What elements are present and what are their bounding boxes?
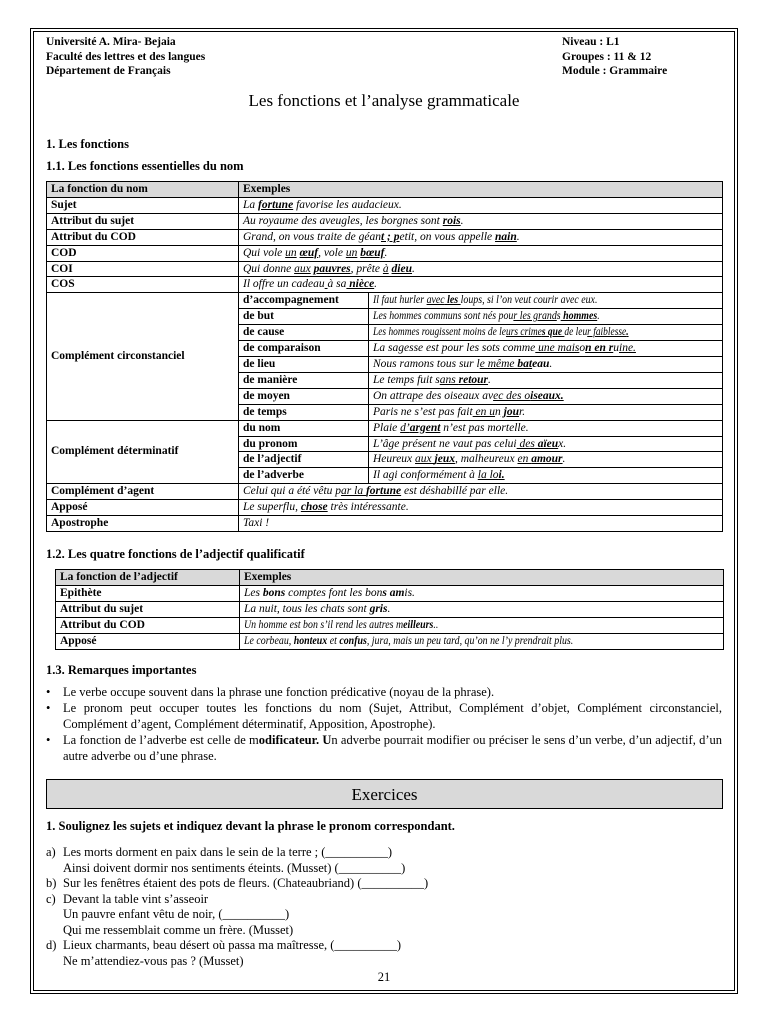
example-cell [369, 404, 723, 420]
col-header-examples: Exemples [240, 570, 724, 586]
table-row [47, 213, 723, 229]
example-cell [369, 325, 723, 341]
header-department: Département de Français [46, 65, 171, 77]
item-label: b) [46, 876, 57, 890]
exercise-line [46, 845, 428, 861]
subtype-cell: de l’adverbe [239, 468, 369, 484]
example-text: Un homme est bon s’il rend les autres meilleurs.. [244, 618, 439, 631]
example-cell [369, 372, 723, 388]
determinatif-label: Complément déterminatif [47, 420, 239, 484]
section-heading-remarks: 1.3. Remarques importantes [46, 663, 197, 677]
header-course-info [562, 35, 667, 79]
example-text: Plaie d’argent n’est pas mortelle. [373, 421, 529, 434]
section-heading-adjective-functions: 1.2. Les quatre fonctions de l’adjectif qualificatif [46, 547, 305, 561]
list-item [46, 732, 722, 764]
example-text: Il faut hurler avec les loups, si l’on veut courir avec eux. [373, 294, 598, 307]
table-row [56, 633, 724, 649]
function-cell: Apposé [47, 500, 239, 516]
function-cell: Apostrophe [47, 516, 239, 532]
table-row [47, 484, 723, 500]
example-text: On attrape des oiseaux avec des oiseaux. [373, 389, 564, 402]
function-cell: Attribut du COD [56, 617, 240, 633]
function-cell: COS [47, 277, 239, 293]
exercises-banner: Exercices [46, 779, 723, 809]
remark-text: La fonction de l’adverbe est celle de modificateur. Un adverbe pourrait modifier ou préciser le sens d’un verbe, d’un adjectif, d’un autre adverbe ou d’une phrase. [63, 733, 723, 763]
item-text: Ne m’attendiez-vous pas ? (Musset) [63, 953, 244, 968]
example-text: Il offre un cadeau à sa nièce. [243, 278, 378, 291]
example-text: Nous ramons tous sur le même bateau. [373, 357, 553, 370]
remarks-list [46, 684, 722, 764]
example-text: Les hommes communs sont nés pour les grands hommes. [373, 310, 600, 323]
page-number: 21 [377, 970, 391, 984]
remark-text: Le pronom peut occuper toutes les fonctions du nom (Sujet, Attribut, Complément d’objet, Complément circonstanciel, Complément d’agent, Complément déterminatif, Apposition, Apostrophe). [63, 701, 722, 731]
function-cell: Sujet [47, 197, 239, 213]
bullet-icon: • [46, 733, 51, 747]
example-text: L’âge présent ne vaut pas celui des aïeux. [373, 437, 567, 450]
exercise1-title: 1. Soulignez les sujets et indiquez devant la phrase le pronom correspondant. [46, 819, 455, 833]
example-cell [239, 261, 723, 277]
page-title: Les fonctions et l’analyse grammaticale [248, 91, 520, 110]
example-cell [369, 341, 723, 357]
function-cell: Attribut du sujet [56, 601, 240, 617]
bullet-icon: • [46, 701, 51, 715]
example-text: Qui vole un œuf, vole un bœuf. [243, 246, 388, 259]
subtype-cell: de cause [239, 325, 369, 341]
example-cell [240, 617, 724, 633]
example-cell [239, 229, 723, 245]
example-cell [240, 585, 724, 601]
table-row [47, 229, 723, 245]
exercise-line [46, 954, 428, 970]
remark-text: Le verbe occupe souvent dans la phrase une fonction prédicative (noyau de la phrase). [63, 685, 495, 699]
example-text: Heureux aux jeux, malheureux en amour. [373, 453, 566, 466]
example-text: Au royaume des aveugles, les borgnes sont rois. [243, 214, 464, 227]
subtype-cell: de but [239, 309, 369, 325]
subtype-cell: de manière [239, 372, 369, 388]
item-text: Un pauvre enfant vêtu de noir, (__________) [63, 907, 290, 921]
table-header-row [47, 182, 723, 198]
list-item [46, 684, 722, 700]
function-cell: Attribut du COD [47, 229, 239, 245]
subtype-cell: d’accompagnement [239, 293, 369, 309]
example-text: La sagesse est pour les sots comme une maison en ruine. [373, 342, 636, 355]
function-cell: Epithète [56, 585, 240, 601]
function-cell: Attribut du sujet [47, 213, 239, 229]
exercise-line [46, 923, 428, 939]
example-cell [239, 500, 723, 516]
subtype-cell: de lieu [239, 356, 369, 372]
example-text: La nuit, tous les chats sont gris. [244, 602, 391, 615]
header-module: Module : Grammaire [562, 65, 668, 77]
exercise-line [46, 892, 428, 908]
example-cell [239, 277, 723, 293]
item-label: a) [46, 845, 56, 859]
example-text: Il agi conformément à la loi. [373, 469, 505, 482]
list-item [46, 700, 722, 732]
table-row [56, 601, 724, 617]
header-institution [46, 35, 205, 79]
example-text: Le superflu, chose très intéressante. [243, 501, 409, 514]
header-faculty: Faculté des lettres et des langues [46, 50, 206, 63]
example-cell [369, 420, 723, 436]
table-header-row [56, 570, 724, 586]
table-row [56, 585, 724, 601]
example-cell [239, 197, 723, 213]
subtype-cell: de temps [239, 404, 369, 420]
table-row [47, 293, 723, 309]
function-cell: COD [47, 245, 239, 261]
item-label: c) [46, 891, 56, 906]
bullet-icon: • [46, 685, 51, 699]
example-cell [369, 293, 723, 309]
table-row [47, 261, 723, 277]
item-text: Ainsi doivent dormir nos sentiments éteints. (Musset) (__________) [63, 860, 406, 875]
exercise-line [46, 938, 428, 954]
example-text: La fortune favorise les audacieux. [243, 198, 402, 211]
table-row [47, 197, 723, 213]
example-cell [369, 436, 723, 452]
item-text: Les morts dorment en paix dans le sein de la terre ; (__________) [63, 845, 393, 859]
circonstanciel-label: Complément circonstanciel [47, 293, 239, 420]
table-row [47, 245, 723, 261]
item-text: Sur les fenêtres étaient des pots de fleurs. (Chateaubriand) (__________) [63, 876, 429, 890]
header-university: Université A. Mira- Bejaia [46, 36, 176, 48]
subtype-cell: de moyen [239, 388, 369, 404]
table-row [47, 277, 723, 293]
table-row [47, 516, 723, 532]
exercise-line [46, 861, 428, 877]
item-label: d) [46, 938, 57, 952]
function-cell: Apposé [56, 633, 240, 649]
example-cell [369, 356, 723, 372]
example-cell [240, 601, 724, 617]
subtype-cell: du pronom [239, 436, 369, 452]
header-level: Niveau : L1 [562, 36, 620, 48]
example-cell [239, 213, 723, 229]
example-cell [240, 633, 724, 649]
item-text: Qui me ressemblait comme un frère. (Musset) [63, 922, 294, 937]
function-cell: Complément d’agent [47, 484, 239, 500]
table-row [56, 617, 724, 633]
item-text: Devant la table vint s’asseoir [63, 891, 209, 906]
example-cell [369, 309, 723, 325]
example-cell [369, 388, 723, 404]
header-groups: Groupes : 11 & 12 [562, 50, 652, 63]
example-text: Celui qui a été vêtu par la fortune est déshabillé par elle. [243, 485, 509, 498]
function-cell: COI [47, 261, 239, 277]
example-text: Le corbeau, honteux et confus, jura, mais un peu tard, qu’on ne l’y prendrait plus. [244, 634, 574, 647]
exercise1-lines [46, 845, 428, 969]
col-header-examples: Exemples [239, 182, 723, 198]
section-heading-noun-functions: 1.1. Les fonctions essentielles du nom [46, 159, 244, 173]
example-cell [239, 245, 723, 261]
example-text: Qui donne aux pauvres, prête à dieu. [243, 262, 415, 275]
example-cell [369, 452, 723, 468]
adjective-functions-table [55, 569, 724, 650]
item-text: Lieux charmants, beau désert où passa ma maîtresse, (__________) [63, 938, 402, 952]
subtype-cell: de l’adjectif [239, 452, 369, 468]
exercise-line [46, 907, 428, 923]
section-heading-fonctions: 1. Les fonctions [46, 137, 129, 151]
example-text: Les hommes rougissent moins de leurs crimes que de leur faiblesse. [373, 326, 629, 339]
subtype-cell: du nom [239, 420, 369, 436]
example-cell [239, 484, 723, 500]
col-header-function: La fonction de l’adjectif [56, 570, 240, 586]
example-text: Grand, on vous traite de géant ; petit, on vous appelle nain. [243, 230, 520, 243]
table-row [47, 420, 723, 436]
noun-functions-table [46, 181, 723, 532]
example-text: Les bons comptes font les bons amis. [244, 586, 415, 599]
example-cell [369, 468, 723, 484]
subtype-cell: de comparaison [239, 341, 369, 357]
table-row [47, 500, 723, 516]
example-cell: Taxi ! [239, 516, 723, 532]
example-text: Paris ne s’est pas fait en un jour. [373, 405, 526, 418]
col-header-function: La fonction du nom [47, 182, 239, 198]
example-text: Le temps fuit sans retour. [373, 373, 491, 386]
exercise-line [46, 876, 428, 892]
